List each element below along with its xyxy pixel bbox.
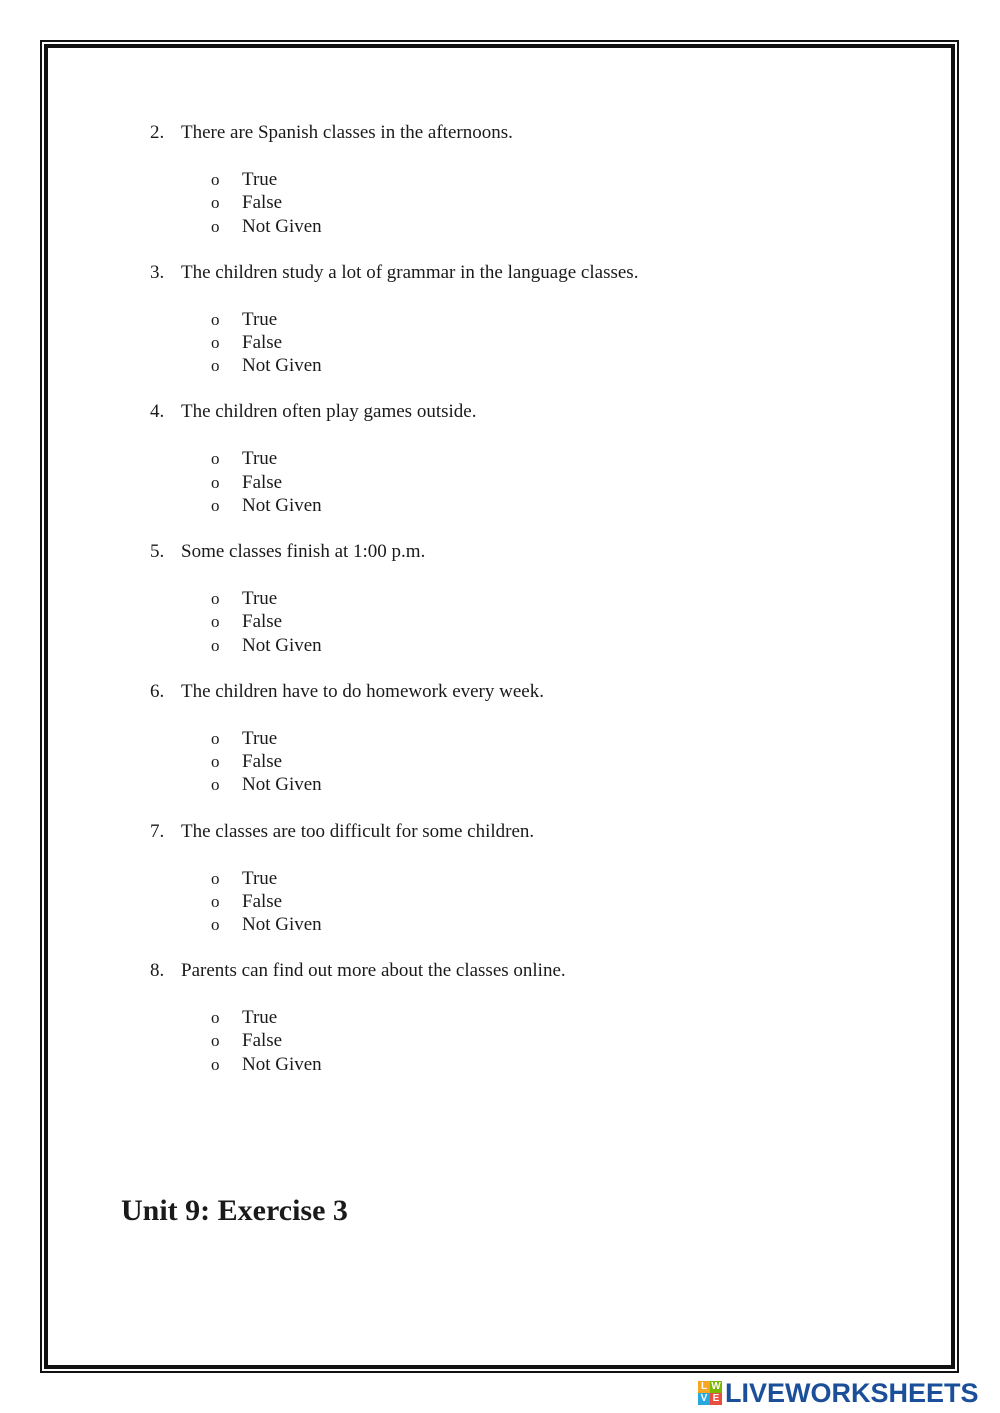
question-number: 4. [150, 401, 165, 423]
option-label: True [242, 727, 278, 749]
logo-tile: V [698, 1393, 710, 1405]
option-label: Not Given [242, 634, 322, 656]
option-label: True [242, 308, 278, 330]
option-bullet-icon[interactable]: o [211, 449, 220, 469]
option-bullet-icon[interactable]: o [211, 193, 220, 213]
answer-option[interactable] [211, 890, 322, 913]
answer-options [211, 447, 322, 517]
option-bullet-icon[interactable]: o [211, 216, 220, 236]
answer-option[interactable] [211, 867, 322, 890]
option-bullet-icon[interactable]: o [211, 1054, 220, 1074]
question-number: 3. [150, 261, 165, 283]
question-text: The children have to do homework every week. [181, 680, 544, 702]
option-label: Not Given [242, 774, 322, 796]
option-label: False [242, 611, 283, 633]
question-number: 7. [150, 820, 165, 842]
option-label: False [242, 331, 283, 353]
answer-option[interactable] [211, 447, 322, 470]
option-label: True [242, 448, 278, 470]
option-label: True [242, 588, 278, 610]
option-bullet-icon[interactable]: o [211, 495, 220, 515]
option-label: Not Given [242, 1053, 322, 1075]
answer-option[interactable] [211, 587, 322, 610]
option-label: True [242, 169, 278, 190]
option-label: False [242, 890, 283, 912]
option-label: False [242, 1030, 283, 1052]
option-bullet-icon[interactable]: o [211, 1008, 220, 1028]
option-label: False [242, 751, 283, 773]
question-number: 2. [150, 122, 165, 143]
answer-option[interactable] [211, 727, 322, 750]
answer-option[interactable] [211, 215, 322, 238]
question-number: 8. [150, 960, 165, 982]
brand-watermark [698, 1378, 979, 1408]
option-label: False [242, 192, 283, 214]
option-label: False [242, 471, 283, 493]
answer-option[interactable] [211, 1053, 322, 1076]
answer-option[interactable] [211, 308, 322, 331]
answer-option[interactable] [211, 471, 322, 494]
option-bullet-icon[interactable]: o [211, 915, 220, 935]
option-bullet-icon[interactable]: o [211, 1031, 220, 1051]
question-statement [150, 540, 425, 563]
logo-tile: L [698, 1381, 710, 1393]
option-bullet-icon[interactable]: o [211, 752, 220, 772]
option-label: True [242, 867, 278, 889]
answer-option[interactable] [211, 331, 322, 354]
question-text: The classes are too difficult for some children. [181, 820, 535, 842]
question-text: The children study a lot of grammar in the language classes. [181, 261, 639, 283]
answer-option[interactable] [211, 610, 322, 633]
question-statement [150, 959, 566, 982]
option-label: Not Given [242, 215, 322, 237]
option-bullet-icon[interactable]: o [211, 472, 220, 492]
liveworksheets-logo-icon [698, 1381, 722, 1405]
option-bullet-icon[interactable]: o [211, 309, 220, 329]
answer-options [211, 587, 322, 657]
option-bullet-icon[interactable]: o [211, 170, 220, 189]
answer-options [211, 727, 322, 797]
question-statement [150, 261, 638, 284]
brand-name: LIVEWORKSHEETS [725, 1377, 979, 1408]
option-label: Not Given [242, 355, 322, 377]
answer-option[interactable] [211, 354, 322, 377]
page-border-inner [44, 44, 955, 1369]
option-bullet-icon[interactable]: o [211, 728, 220, 748]
question-text: The children often play games outside. [181, 401, 477, 423]
answer-option[interactable] [211, 750, 322, 773]
answer-options [211, 168, 322, 238]
question-number: 5. [150, 541, 165, 563]
answer-option[interactable] [211, 1029, 322, 1052]
question-number: 6. [150, 680, 165, 702]
unit-heading: Unit 9: Exercise 3 [121, 1194, 348, 1227]
option-bullet-icon[interactable]: o [211, 356, 220, 376]
answer-option[interactable] [211, 494, 322, 517]
option-bullet-icon[interactable]: o [211, 891, 220, 911]
answer-options [211, 1006, 322, 1076]
option-bullet-icon[interactable]: o [211, 589, 220, 609]
question-text: Parents can find out more about the classes online. [181, 960, 566, 982]
answer-option[interactable] [211, 191, 322, 214]
question-statement [150, 820, 534, 843]
question-statement [150, 121, 513, 144]
question-text: Some classes finish at 1:00 p.m. [181, 541, 426, 563]
logo-tile: E [710, 1393, 722, 1405]
question-statement [150, 400, 476, 423]
answer-option[interactable] [211, 1006, 322, 1029]
answer-option[interactable] [211, 634, 322, 657]
option-bullet-icon[interactable]: o [211, 868, 220, 888]
option-bullet-icon[interactable]: o [211, 612, 220, 632]
answer-options [211, 867, 322, 937]
option-bullet-icon[interactable]: o [211, 775, 220, 795]
answer-option[interactable] [211, 773, 322, 796]
option-bullet-icon[interactable]: o [211, 332, 220, 352]
option-bullet-icon[interactable]: o [211, 635, 220, 655]
question-statement [150, 680, 544, 703]
answer-option[interactable] [211, 913, 322, 936]
option-label: Not Given [242, 494, 322, 516]
answer-option[interactable] [211, 168, 322, 191]
question-text: There are Spanish classes in the afternoons. [181, 122, 513, 143]
option-label: True [242, 1007, 278, 1029]
logo-tile: W [711, 1381, 721, 1392]
answer-options [211, 308, 322, 378]
option-label: Not Given [242, 914, 322, 936]
